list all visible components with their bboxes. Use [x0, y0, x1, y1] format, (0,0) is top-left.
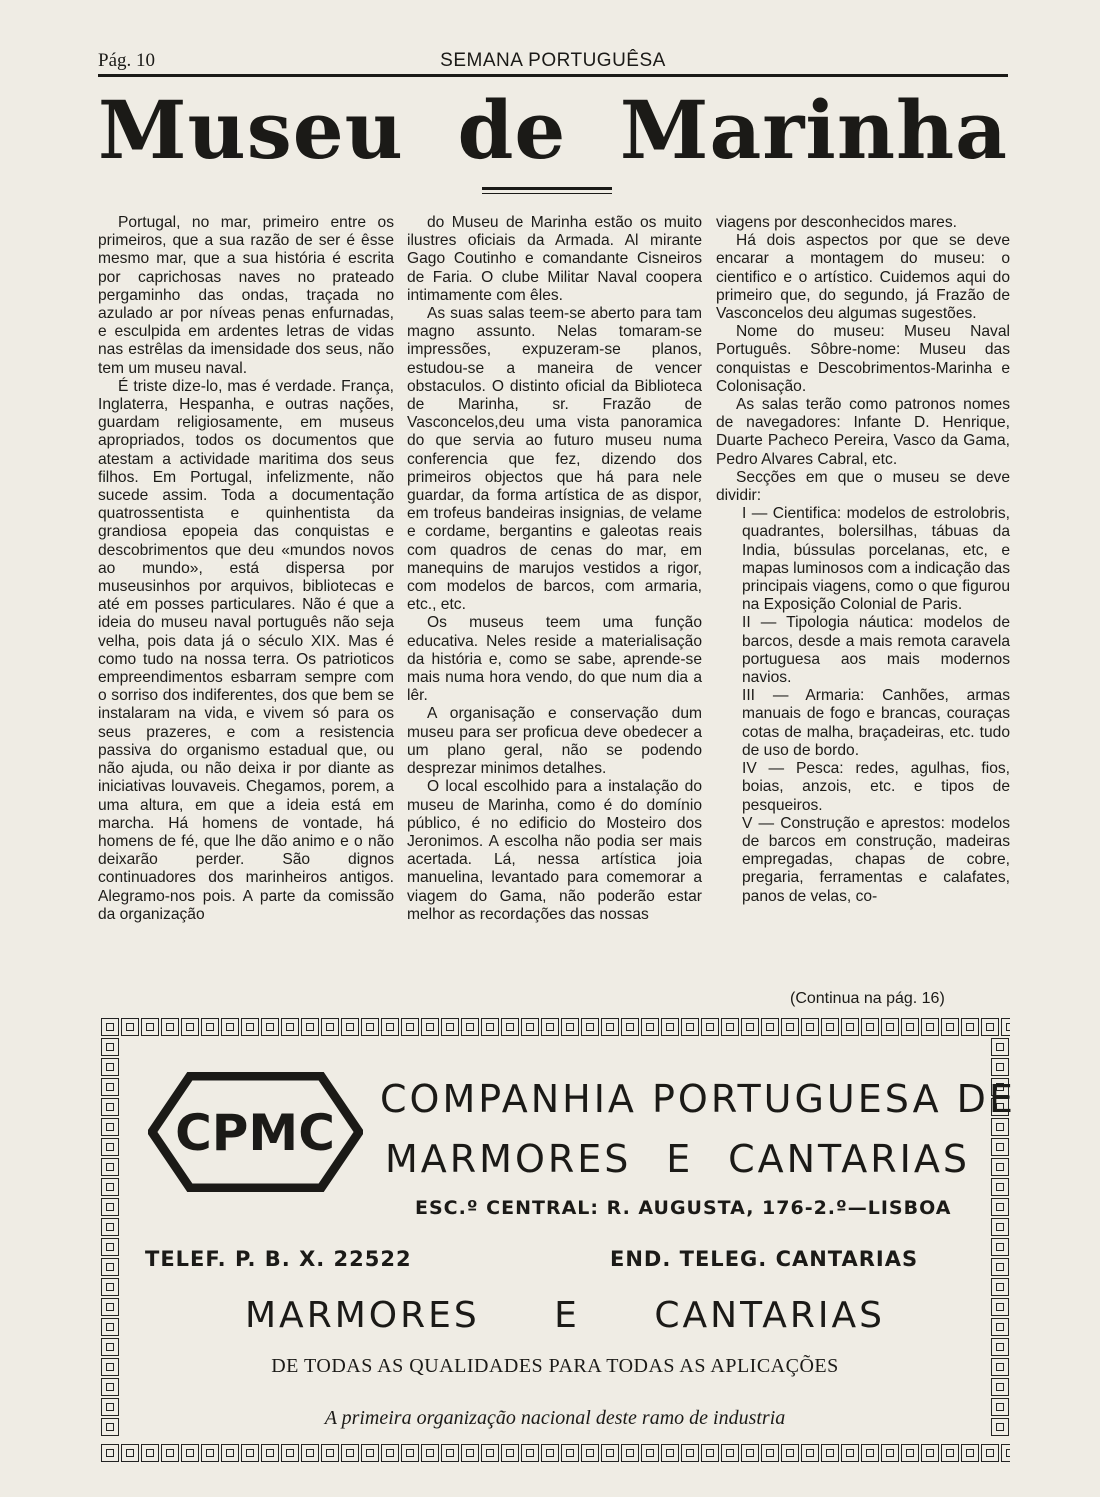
slogan-word: MARMORES	[245, 1295, 480, 1336]
company-address: ESC.º CENTRAL: R. AUGUSTA, 176-2.º—LISBOA	[415, 1197, 952, 1219]
border-square	[141, 1444, 159, 1462]
border-square	[991, 1198, 1009, 1216]
border-square	[661, 1018, 679, 1036]
border-square	[661, 1444, 679, 1462]
border-square	[991, 1058, 1009, 1076]
article-column-1	[98, 214, 394, 924]
border-square	[101, 1378, 119, 1396]
border-square	[961, 1018, 979, 1036]
title-word-2: de	[457, 83, 567, 177]
border-square	[161, 1444, 179, 1462]
border-square	[101, 1444, 119, 1462]
border-square	[261, 1444, 279, 1462]
slogan-word: CANTARIAS	[654, 1295, 885, 1336]
border-square	[821, 1018, 839, 1036]
border-square	[841, 1444, 859, 1462]
border-square	[991, 1378, 1009, 1396]
border-square	[421, 1018, 439, 1036]
border-square	[641, 1444, 659, 1462]
border-square	[921, 1444, 939, 1462]
border-square	[801, 1018, 819, 1036]
border-square	[991, 1238, 1009, 1256]
article-title	[98, 84, 1008, 176]
border-square	[121, 1444, 139, 1462]
company-telegraph: END. TELEG. CANTARIAS	[610, 1247, 919, 1271]
border-square	[101, 1258, 119, 1276]
border-square	[121, 1018, 139, 1036]
border-square	[101, 1398, 119, 1416]
border-square	[861, 1444, 879, 1462]
journal-name: SEMANA PORTUGUÊSA	[440, 50, 666, 71]
border-square	[601, 1018, 619, 1036]
border-square	[101, 1118, 119, 1136]
border-square	[561, 1018, 579, 1036]
border-square	[821, 1444, 839, 1462]
paragraph: viagens por desconhecidos mares.	[716, 214, 957, 231]
border-square	[101, 1418, 119, 1436]
title-divider-thin	[482, 193, 612, 194]
list-item: V — Construção e aprestos: modelos de barcos em construção, madeiras empregadas, chapas de cobre, pregaria, ferramentas e calafates, panos de velas, co-	[742, 814, 1010, 905]
border-square	[701, 1018, 719, 1036]
border-square	[421, 1444, 439, 1462]
border-square	[201, 1444, 219, 1462]
border-square	[621, 1444, 639, 1462]
border-square	[401, 1444, 419, 1462]
title-word-1: Museu	[98, 83, 404, 177]
border-square	[991, 1178, 1009, 1196]
border-square	[101, 1318, 119, 1336]
border-square	[991, 1258, 1009, 1276]
border-square	[301, 1444, 319, 1462]
border-square	[761, 1018, 779, 1036]
border-square	[541, 1018, 559, 1036]
company-word: MARMORES	[385, 1137, 632, 1181]
paragraph: É triste dize-lo, mas é verdade. França, Inglaterra, Hespanha, e outras nações, guardam religiosamente, em museus apropriados, todos os documentos que atestam a actividade maritima dos seus filhos. Em Portugal, infelizmente, não sucede assim. Toda a documentação quatrossentista e quinhentista da grandiosa epopeia das conquistas e descobrimentos que deu «mundos novos ao mundo», está dispersa por museusinhos por arquivos, bibliotecas e até em posses particulares. Não é que a ideia do museu naval português não seja velha, pois data já o século XIX. Mas é como tudo na nossa terra. Os patrioticos empreendimentos esbarram sempre com o sorriso dos indiferentes, dos que bem se instalaram na vida, e vivem só para os seus prazeres, e com a resistencia passiva do organismo estadual que, ou não ajuda, ou não deixa ir por diante as iniciativas louvaveis. Chegamos, porem, a uma altura, em que a ideia está em marcha. Há homens de vontade, há homens de fé, que lhe dão animo e o não deixarão perder. São dignos continuadores dos marinheiros antigos. Alegramo-nos pois. A parte da comissão da organização	[98, 377, 394, 923]
border-square	[991, 1158, 1009, 1176]
border-square	[241, 1018, 259, 1036]
list-item: IV — Pesca: redes, agulhas, fios, boias, anzois, etc. e tipos de pesqueiros.	[742, 760, 1010, 814]
paragraph: Portugal, no mar, primeiro entre os primeiros, que a sua razão de ser é êsse mesmo mar, que a sua história é escrita por caprichosas naves no prateado pergaminho das ondas, traçada no azulado ar por níveas penas enfurnadas, e esculpida em ardentes letras de vidas nas estrêlas da imensidade dos seus, não tem um museu naval.	[98, 214, 394, 377]
border-square	[101, 1238, 119, 1256]
border-square	[381, 1018, 399, 1036]
border-square	[221, 1444, 239, 1462]
border-square	[581, 1018, 599, 1036]
border-square	[501, 1018, 519, 1036]
border-square	[781, 1018, 799, 1036]
company-logo	[148, 1072, 363, 1192]
border-square	[841, 1018, 859, 1036]
paragraph: As salas terão como patronos nomes de navegadores: Infante D. Henrique, Duarte Pacheco Pereira, Vasco da Gama, Pedro Alvares Cabral, etc.	[716, 396, 1010, 468]
border-square	[991, 1218, 1009, 1236]
border-square	[521, 1444, 539, 1462]
border-square	[401, 1018, 419, 1036]
border-square	[261, 1018, 279, 1036]
border-square	[281, 1444, 299, 1462]
border-square	[981, 1018, 999, 1036]
article-column-2	[407, 214, 702, 924]
border-square	[681, 1018, 699, 1036]
border-square	[991, 1338, 1009, 1356]
border-square	[381, 1444, 399, 1462]
border-square	[901, 1444, 919, 1462]
border-square	[101, 1158, 119, 1176]
border-square	[921, 1018, 939, 1036]
border-square	[991, 1278, 1009, 1296]
border-square	[321, 1018, 339, 1036]
border-square	[101, 1218, 119, 1236]
logo-text: CPMC	[175, 1104, 335, 1162]
border-square	[101, 1018, 119, 1036]
ad-border-bottom	[100, 1443, 1010, 1463]
border-square	[991, 1038, 1009, 1056]
border-square	[101, 1038, 119, 1056]
border-square	[101, 1278, 119, 1296]
border-square	[201, 1018, 219, 1036]
border-square	[861, 1018, 879, 1036]
border-square	[481, 1444, 499, 1462]
ad-border-left	[100, 1037, 120, 1443]
border-square	[961, 1444, 979, 1462]
border-square	[721, 1444, 739, 1462]
ad-slogan	[245, 1295, 885, 1336]
paragraph: Há dois aspectos por que se deve encarar a montagem do museu: o cientifico e o artístico. Cuidemos aqui do primeiro que, do segundo, já Frazão de Vasconcelos deu algumas sugestões.	[716, 232, 1010, 323]
company-name-line-1: COMPANHIA PORTUGUESA DE	[380, 1077, 1016, 1121]
paragraph: O local escolhido para a instalação do museu de Marinha, como é do domínio público, é no edificio do Mosteiro dos Jeronimos. A escolha não podia ser mais acertada. Lá, nessa artística joia manuelina, levantado para comemorar a viagem do Gama, não poderão estar melhor as recordações das nossas	[407, 778, 702, 923]
border-square	[781, 1444, 799, 1462]
border-square	[941, 1444, 959, 1462]
border-square	[461, 1018, 479, 1036]
border-square	[441, 1018, 459, 1036]
border-square	[521, 1018, 539, 1036]
border-square	[461, 1444, 479, 1462]
border-square	[991, 1318, 1009, 1336]
border-square	[721, 1018, 739, 1036]
border-square	[1001, 1444, 1010, 1462]
border-square	[541, 1444, 559, 1462]
border-square	[101, 1358, 119, 1376]
border-square	[881, 1018, 899, 1036]
company-name-line-2	[385, 1137, 970, 1181]
border-square	[991, 1418, 1009, 1436]
border-square	[241, 1444, 259, 1462]
company-word: E	[666, 1137, 694, 1181]
company-phone: TELEF. P. B. X. 22522	[145, 1247, 412, 1271]
continued-note: (Continua na pág. 16)	[790, 990, 945, 1007]
border-square	[101, 1198, 119, 1216]
border-square	[901, 1018, 919, 1036]
border-square	[601, 1444, 619, 1462]
border-square	[101, 1058, 119, 1076]
border-square	[101, 1138, 119, 1156]
ad-content	[120, 1037, 1016, 1443]
border-square	[581, 1444, 599, 1462]
border-square	[801, 1444, 819, 1462]
border-square	[991, 1138, 1009, 1156]
company-word: CANTARIAS	[728, 1137, 970, 1181]
paragraph: Nome do museu: Museu Naval Português. Sôbre-nome: Museu das conquistas e Descobrimentos-Marinha e Colonisação.	[716, 323, 1010, 395]
border-square	[101, 1078, 119, 1096]
title-word-3: Marinha	[619, 83, 1008, 177]
border-square	[991, 1398, 1009, 1416]
border-square	[981, 1444, 999, 1462]
border-square	[741, 1444, 759, 1462]
ad-border-top	[100, 1017, 1010, 1037]
paragraph: do Museu de Marinha estão os muito ilustres oficiais da Armada. Al mirante Gago Coutinho e comandante Cisneiros de Faria. O clube Militar Naval coopera intimamente com êles.	[407, 214, 702, 304]
border-square	[501, 1444, 519, 1462]
paragraph: As suas salas teem-se aberto para tam magno assunto. Nelas tomaram-se impressões, expuzeram-se planos, estudou-se a maneira de vencer obstaculos. O distinto oficial da Biblioteca de Marinha, sr. Frazão de Vasconcelos,deu uma vista panoramica do que servia ao futuro museu numa conferencia que fez, dizendo dos primeiros objectos que há para nele guardar, da forma artística de as dispor, em trofeus bandeiras insignias, de velame e cordame, bergantins e galeotas reais com quadros de cenas do mar, em manequins de marujos vestidos a rigor, com modelos de barcos, com armaria, etc., etc.	[407, 305, 702, 614]
article-column-3	[716, 214, 1010, 906]
advertisement	[100, 1017, 1016, 1463]
border-square	[991, 1358, 1009, 1376]
ad-qualities: DE TODAS AS QUALIDADES PARA TODAS AS APLICAÇÕES	[271, 1355, 839, 1377]
page-number: Pág. 10	[98, 50, 155, 71]
list-item: I — Cientifica: modelos de estrolobris, quadrantes, bolersilhas, tábuas da India, bússulas porcelanas, etc, e mapas luminosos com a indicação das principais viagens, como o que figurou na Exposição Colonial de Paris.	[742, 505, 1010, 614]
border-square	[741, 1018, 759, 1036]
border-square	[181, 1018, 199, 1036]
border-square	[941, 1018, 959, 1036]
border-square	[321, 1444, 339, 1462]
border-square	[181, 1444, 199, 1462]
border-square	[481, 1018, 499, 1036]
border-square	[281, 1018, 299, 1036]
border-square	[761, 1444, 779, 1462]
border-square	[101, 1178, 119, 1196]
border-square	[1001, 1018, 1010, 1036]
border-square	[341, 1444, 359, 1462]
border-square	[301, 1018, 319, 1036]
border-square	[881, 1444, 899, 1462]
title-divider	[482, 187, 612, 190]
border-square	[991, 1298, 1009, 1316]
running-header	[98, 50, 1008, 76]
list-item: III — Armaria: Canhões, armas manuais de fogo e brancas, couraças cotas de malha, braçadeiras, etc. tudo de uso de bordo.	[742, 687, 1010, 759]
border-square	[141, 1018, 159, 1036]
border-square	[341, 1018, 359, 1036]
border-square	[101, 1338, 119, 1356]
border-square	[681, 1444, 699, 1462]
border-square	[101, 1298, 119, 1316]
paragraph: A organisação e conservação dum museu para ser proficua deve obedecer a um plano geral, não se podendo desprezar minimos detalhes.	[407, 705, 702, 778]
ad-tagline: A primeira organização nacional deste ramo de industria	[324, 1407, 786, 1429]
paragraph: Os museus teem uma função educativa. Neles reside a materialisação da história e, como se sabe, aprende-se mais numa hora vendo, do que num dia a lêr.	[407, 614, 702, 705]
border-square	[641, 1018, 659, 1036]
border-square	[361, 1444, 379, 1462]
border-square	[361, 1018, 379, 1036]
border-square	[101, 1098, 119, 1116]
header-rule	[98, 74, 1008, 77]
border-square	[221, 1018, 239, 1036]
border-square	[621, 1018, 639, 1036]
list-item: II — Tipologia náutica: modelos de barcos, desde a mais remota caravela portuguesa aos mais modernos navios.	[742, 614, 1010, 687]
slogan-word: E	[554, 1295, 580, 1336]
sections-list	[716, 505, 1010, 905]
border-square	[161, 1018, 179, 1036]
border-square	[561, 1444, 579, 1462]
border-square	[701, 1444, 719, 1462]
paragraph: Secções em que o museu se deve dividir:	[716, 468, 1010, 505]
border-square	[441, 1444, 459, 1462]
